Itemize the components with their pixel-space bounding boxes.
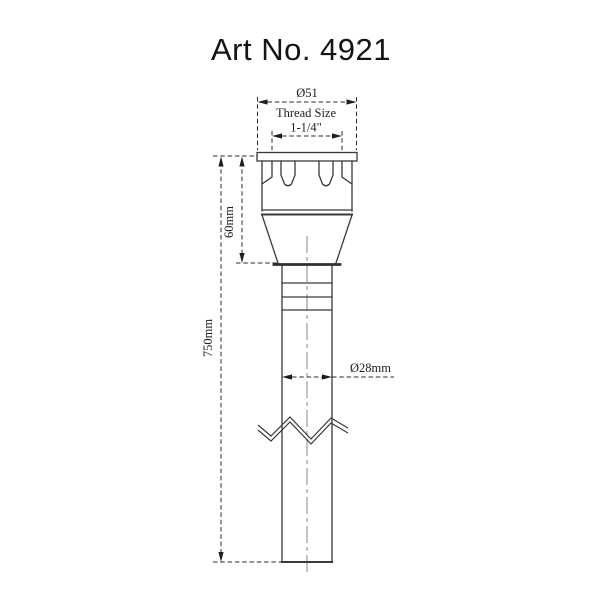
break-zigzag-lower [258,422,348,444]
inner-prong-right [319,161,333,186]
arrowhead-left-icon [282,374,292,379]
top-diameter-label: Ø51 [296,86,318,100]
cap-height-label: 60mm [222,206,236,238]
inner-prong-left [281,161,295,186]
left-tooth [262,161,272,184]
right-tooth [342,161,352,184]
cap-outline [257,153,357,215]
arrowhead-down-icon [218,552,223,562]
overall-length-label: 750mm [201,318,215,358]
break-symbol [258,417,348,444]
thread-size-label: Thread Size [275,106,337,120]
arrowhead-right-icon [332,133,342,138]
thread-size-value: 1-1/4" [290,120,322,135]
flange [257,153,357,162]
taper-right-edge [336,215,352,263]
arrowhead-left-icon [258,99,268,104]
arrowhead-up-icon [239,157,244,167]
dimension-overall-length [201,157,281,563]
tube-diameter-label: Ø28mm [350,361,391,375]
arrowhead-left-icon [272,133,282,138]
dimension-tube-diameter [282,361,394,380]
taper-left-edge [262,215,278,263]
arrowhead-right-icon [322,374,332,379]
drawing-title: Art No. 4921 [210,32,392,67]
arrowhead-down-icon [239,253,244,263]
arrowhead-up-icon [218,157,223,167]
arrowhead-right-icon [347,99,357,104]
